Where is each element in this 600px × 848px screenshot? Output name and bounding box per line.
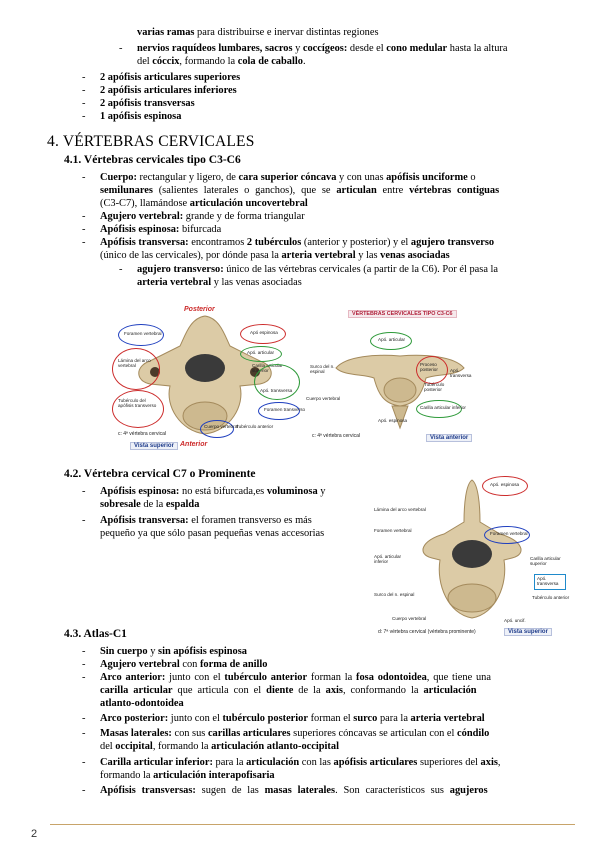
atlas-item-5: Masas laterales: con sus carillas articulares superiores cóncavas se articulan con el cóndilo	[100, 728, 490, 739]
fig3-label: Apó. articular inferior	[374, 554, 402, 564]
fig1-label: Apó. transversa	[260, 388, 293, 393]
fig3-label: Foramen vertebral	[374, 528, 412, 533]
fig3-label: Carilla articular superior	[530, 556, 561, 566]
list-item: 2 apófisis articulares superiores	[100, 72, 241, 83]
fig1-label: Tubérculo del apófisis transverso	[118, 398, 157, 408]
fig3-label: Lámina del arco vertebral	[374, 507, 426, 512]
vertebra-anterior-illustration	[306, 306, 494, 452]
atlas-item-2: Agujero vertebral con forma de anillo	[100, 659, 268, 670]
fig3-view-tag: Vista superior	[504, 628, 552, 636]
cuerpo-line-2: semilunares (salientes laterales o ganchos), que se articulan entre vértebras contiguas	[100, 185, 500, 196]
label-anterior: Anterior	[180, 441, 208, 448]
c7-espinosa-2: sobresale de la espalda	[100, 499, 200, 510]
fig1-label: Carilla articular superior	[252, 363, 283, 373]
fig3-caption: d: 7ª vértebra cervical (vértebra prominente)	[378, 629, 476, 635]
fig2-label: Surco del n. espinal	[310, 364, 335, 374]
fig1-label: Apó espinosa	[250, 330, 278, 335]
top-line-3: del cóccix, formando la cola de caballo.	[137, 56, 306, 67]
fig3-label: Apó. uncif.	[504, 618, 526, 623]
atlas-item-7: Apófisis transversas: sugen de las masas laterales. Son característicos sus agujeros	[100, 785, 488, 796]
oval-red	[112, 390, 164, 428]
c7-transversa-1: Apófisis transversa: el foramen transverso es más	[100, 515, 312, 526]
list-item: 2 apófisis transversas	[100, 98, 195, 109]
agujero-transverso-2: arteria vertebral y las venas asociadas	[137, 277, 302, 288]
fig1-label: Apó. articular	[247, 350, 275, 355]
fig3-label: Apó. transversa	[537, 576, 559, 586]
oval-blue	[200, 420, 234, 438]
fig2-view-tag: Vista anterior	[426, 434, 472, 442]
fig1-label: Foramen vertebral	[124, 331, 162, 336]
fig3-label: Tubérculo anterior	[532, 595, 570, 600]
fig1-label: Cuerpo vertebral	[204, 424, 239, 429]
fig3-label: Apó. espinosa	[490, 482, 520, 487]
section-title: 4. VÉRTEBRAS CERVICALES	[47, 133, 255, 150]
fig3-label: Foramen vertebral	[490, 531, 528, 536]
page-number: 2	[31, 828, 38, 840]
subsection-title-4-1: 4.1. Vértebras cervicales tipo C3-C6	[64, 154, 241, 166]
fig3-label: Surco del n. espinal	[374, 592, 415, 597]
apofisis-espinosa: Apófisis espinosa: bifurcada	[100, 224, 222, 235]
fig1-label: Foramen transverso	[264, 407, 306, 412]
agujero-transverso-1: agujero transverso: único de las vértebras cervicales (a partir de la C6). Por él pasa la	[137, 264, 499, 275]
atlas-item-3b: carilla articular que articula con el diente de la axis, conformando la articulación	[100, 685, 477, 696]
fig2-header: VÉRTEBRAS CERVICALES TIPO C3-C6	[348, 310, 457, 318]
fig2-label: Tubérculo posterior	[424, 382, 445, 392]
figure-c7-superior	[372, 474, 572, 642]
c7-espinosa-1: Apófisis espinosa: no está bifurcada,es voluminosa y	[100, 486, 326, 497]
fig2-label: Apó. espinosa	[378, 418, 408, 423]
apofisis-transversa-2: (único de las cervicales), por dónde pasa la arteria vertebral y las venas asociadas	[100, 250, 450, 261]
footer-rule	[50, 824, 575, 825]
atlas-item-3c: atlanto-odontoidea	[100, 698, 184, 709]
cuerpo-line-3: (C3-C7), llamándose articulación uncovertebral	[100, 198, 308, 209]
fig1-label: Lámina del arco vertebral	[118, 358, 151, 368]
oval-green	[254, 364, 300, 400]
figure-c4-anterior	[306, 306, 494, 452]
atlas-item-6: Carilla articular inferior: para la articulación con las apófisis articulares superiores del axis,	[100, 757, 501, 768]
label-posterior: Posterior	[184, 306, 215, 313]
fig2-label: Apó. transversa	[450, 368, 472, 378]
atlas-item-4: Arco posterior: junto con el tubérculo posterior forman el surco para la arteria vertebral	[100, 713, 485, 724]
apofisis-transversa-1: Apófisis transversa: encontramos 2 tubérculos (anterior y posterior) y el agujero transverso	[100, 237, 495, 248]
fig1-view-tag: Vista superior	[130, 442, 178, 450]
fig1-caption: c: 4ª vértebra cervical	[118, 431, 166, 437]
figure-c4-superior	[110, 306, 306, 454]
cuerpo-line-1: Cuerpo: rectangular y ligero, de cara superior cóncava y con unas apófisis unciforme o	[100, 172, 476, 183]
c7-transversa-2: pequeño ya que sólo pasan pequeñas venas accesorias	[100, 528, 325, 539]
atlas-item-3: Arco anterior: junto con el tubérculo anterior forman la fosa odontoidea, que tiene una	[100, 672, 491, 683]
subsection-title-4-2: 4.2. Vértebra cervical C7 o Prominente	[64, 468, 256, 480]
fig1-label: Tubérculo anterior	[236, 424, 274, 429]
top-line-2: nervios raquídeos lumbares, sacros y coccígeos: desde el cono medular hasta la altura	[137, 43, 508, 54]
oval-red	[112, 348, 160, 390]
fig3-label: Cuerpo vertebral	[392, 616, 427, 621]
list-item: 2 apófisis articulares inferiores	[100, 85, 237, 96]
atlas-item-5b: del occipital, formando la articulación atlanto-occipital	[100, 741, 339, 752]
fig2-label: Carilla articular inferior	[420, 405, 466, 410]
atlas-item-6b: formando la articulación interapofisaria	[100, 770, 275, 781]
fig2-label: Apó. articular	[378, 337, 406, 342]
top-line-1: varias ramas para distribuirse e inervar distintas regiones	[137, 27, 379, 38]
fig2-label: Cuerpo vertebral	[306, 396, 341, 401]
atlas-item-1: Sin cuerpo y sin apófisis espinosa	[100, 646, 247, 657]
agujero-vertebral: Agujero vertebral: grande y de forma triangular	[100, 211, 305, 222]
fig2-label: Proceso posterior	[420, 362, 438, 372]
list-item: 1 apófisis espinosa	[100, 111, 182, 122]
fig2-caption: c: 4ª vértebra cervical	[312, 433, 360, 439]
subsection-title-4-3: 4.3. Atlas-C1	[64, 628, 127, 640]
